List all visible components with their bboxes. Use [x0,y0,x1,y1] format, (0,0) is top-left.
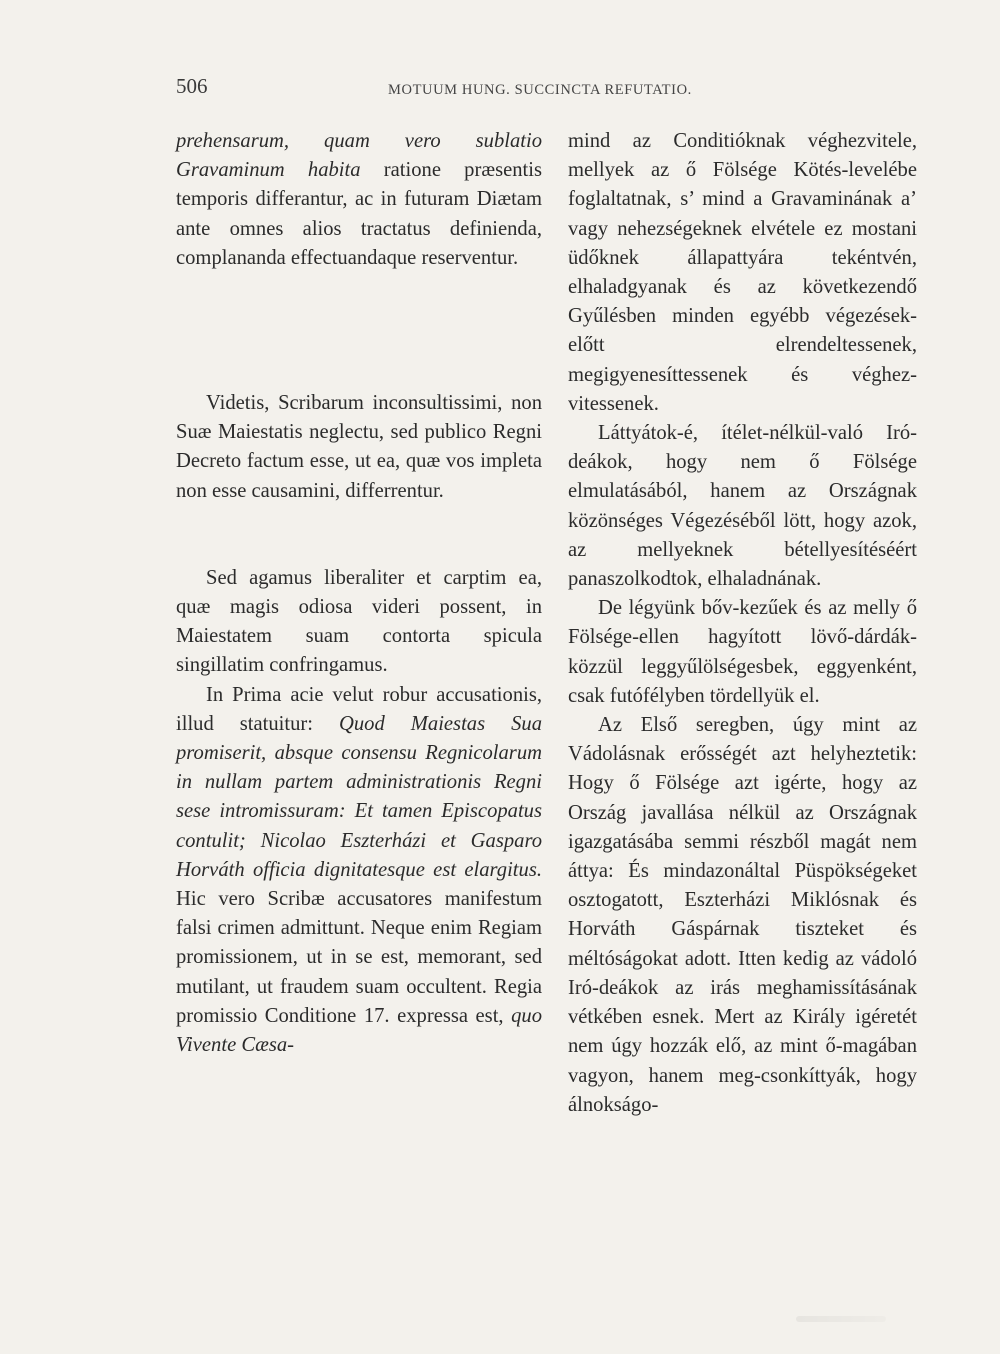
hungarian-column [568,127,917,1120]
running-head: MOTUUM HUNG. SUCCINCTA REFUTATIO. [388,82,692,98]
text: ratione præsentis temporis differantur, ac in futuram Diætam ante omnes alios tractatus definienda, complananda effectuandaque reserventur. [176,159,542,269]
italic-text: Quod Maiestas Sua promiserit, absque consensu Regnicolarum in nullam partem administrationis Regni sese intromissuram: Et tamen Episcopatus contulit; Nicolao Eszterházi et Gasparo Horváth officia dignitatesque est elargitus. [176,712,542,881]
page-header [0,74,1000,104]
paragraph [176,127,542,273]
paragraph [176,681,542,1061]
paragraph: De légyünk bőv-kezűek és az melly ő Fölsége-ellen hagyított lövő-dárdák-közzül leggyűlölségesbek, eggyenként, csak futófélyben tördellyük el. [568,597,917,707]
page-number: 506 [176,74,208,98]
latin-column [176,127,542,1060]
bleed-through-mark [796,1316,886,1322]
paragraph: Videtis, Scribarum inconsultissimi, non Suæ Maiestatis neglectu, sed publico Regni Decreto factum esse, ut ea, quæ vos impleta non esse causamini, differrentur. [176,392,542,502]
paragraph: Sed agamus liberaliter et carptim ea, quæ magis odiosa videri possent, in Maiestatem suam contorta spicula singillatim confringamus. [176,566,542,677]
italic-text: quo Vivente Cæsa- [176,1004,542,1057]
paragraph: mind az Conditióknak véghezvitele, mellyek az ő Fölsége Kötés-levelébe foglaltatnak, s’ mind a Gravaminának a’ vagy nehezségeknek elvétele ez mostani üdőknek állapattyára tekéntvén, elhaladgyanak és az következendő Gyűlésben minden egyébb végezések-előtt elrendeltessenek, megigyenesíttessenek és véghez-vitessenek. [568,130,917,415]
text: In Prima acie velut robur accusationis, illud statuitur: [176,683,542,735]
italic-text: prehensarum, quam vero sublatio Gravaminum habita [176,130,542,182]
text: Hic vero Scribæ accusatores manifestum falsi crimen admittunt. Neque enim Regiam promissionem, ut in se est, memorant, sed mutilant, ut fraudem suam occultent. Regia promissio Conditione 17. expressa est, [176,888,542,1027]
paragraph: Láttyátok-é, ítélet-nélkül-való Iró-deákok, hogy nem ő Fölsége elmulatásából, hanem az Országnak közönséges Végezéséből lött, hogy azok, az mellyeknek bétellyesítéséért panaszolkodtok, elhaladnának. [568,422,917,591]
paragraph: Az Első seregben, úgy mint az Vádolásnak erősségét azt helyheztetik: Hogy ő Fölsége azt igérte, hogy az Ország javallása nélkül az Országnak igazgatásába semmi részből magát nem áttya: És mindazonáltal Püspökségeket osztogatott, Eszterházi Miklósnak és Horváth Gáspárnak tiszteket és méltóságokat adott. Itten kedig az vádoló Iró-deákok az irás meghamissításának vétkében esnek. Mert az Király igéretét nem úgy hozzák elő, az mint ő-magában vagyon, hanem meg-csonkíttyák, hogy álnokságo- [568,714,917,1116]
